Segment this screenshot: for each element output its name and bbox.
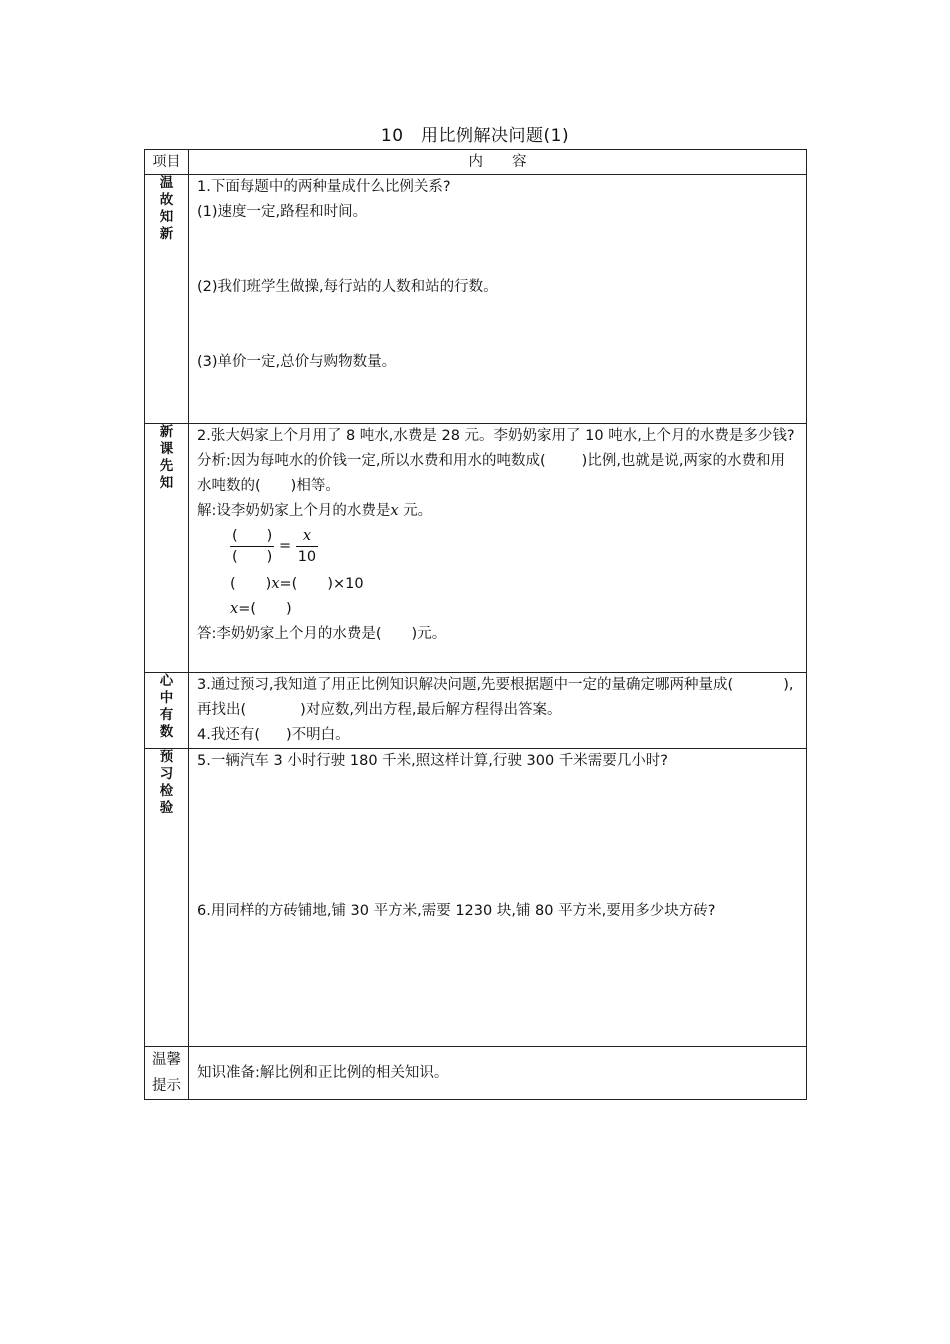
fraction-right [296, 526, 318, 567]
eq3-part-a: =( [238, 601, 256, 617]
q4-part-b: )不明白。 [286, 727, 350, 743]
eq2-part-a: ( [230, 576, 236, 592]
mind-label: 心中有数 [159, 673, 174, 740]
fraction-left [230, 526, 274, 567]
fraction-right-numerator: x [296, 526, 318, 547]
equation-line-2 [197, 572, 798, 597]
question-1: 1.下面每题中的两种量成什么比例关系? [197, 179, 451, 195]
answer-part-b: )元。 [411, 626, 447, 642]
answer-part-a: 答:李奶奶家上个月的水费是( [197, 626, 382, 642]
preview-label: 新课先知 [159, 424, 174, 491]
mind-content [189, 673, 807, 749]
fraction-left-numerator: ( ) [230, 526, 274, 547]
eq2-variable: x [271, 576, 280, 592]
question-1-1: (1)速度一定,路程和时间。 [197, 204, 368, 220]
preview-row [145, 424, 807, 673]
answer-line [197, 622, 798, 647]
header-content: 内 容 [189, 150, 807, 175]
mind-row [145, 673, 807, 749]
fraction-left-denominator: ( ) [232, 549, 273, 565]
preview-label-cell [145, 424, 189, 673]
tip-text: 知识准备:解比例和正比例的相关知识。 [197, 1064, 449, 1081]
tip-content [189, 1047, 807, 1100]
check-label-cell [145, 749, 189, 1047]
question-2: 2.张大妈家上个月用了 8 吨水,水费是 28 元。李奶奶家用了 10 吨水,上个月的水费是多少钱? [197, 428, 795, 444]
q3-part-a: 3.通过预习,我知道了用正比例知识解决问题,先要根据题中一定的量确定哪两种量成( [197, 677, 734, 693]
eq3-part-b: ) [286, 601, 292, 617]
proportion-equation [197, 524, 798, 572]
eq3-variable: x [230, 601, 239, 617]
page-title: 10 用比例解决问题(1) [380, 126, 570, 146]
q3-part-c: )对应数,列出方程,最后解方程得出答案。 [300, 702, 562, 718]
analysis-part-b: )比例,也就是说,两家的水费和用水吨数的( [197, 453, 786, 494]
equation-line-3 [197, 597, 798, 622]
review-label: 温故知新 [159, 175, 174, 242]
review-content [189, 175, 807, 424]
table-header-row [145, 150, 807, 175]
tip-label: 温馨提示 [152, 1052, 181, 1094]
question-3 [197, 673, 798, 723]
fraction-right-denominator: 10 [297, 549, 317, 565]
review-label-cell [145, 175, 189, 424]
q3-part-b: ),再找出( [197, 677, 794, 718]
worksheet-table [144, 149, 807, 1100]
check-content [189, 749, 807, 1047]
review-row [145, 175, 807, 424]
question-6: 6.用同样的方砖铺地,铺 30 平方米,需要 1230 块,铺 80 平方米,要用多少块方砖? [197, 903, 716, 919]
eq2-part-c: =( [279, 576, 298, 592]
solve-variable: x [390, 503, 399, 519]
eq2-part-d: )×10 [327, 576, 364, 592]
check-label: 预习检验 [159, 749, 174, 816]
header-item: 项目 [145, 150, 189, 175]
question-1-2: (2)我们班学生做操,每行站的人数和站的行数。 [197, 279, 498, 295]
question-5: 5.一辆汽车 3 小时行驶 180 千米,照这样计算,行驶 300 千米需要几小时? [197, 753, 668, 769]
mind-label-cell [145, 673, 189, 749]
solve-part-b: 元。 [403, 503, 433, 519]
eq2-part-b: ) [265, 576, 272, 592]
check-row [145, 749, 807, 1047]
analysis-part-c: )相等。 [290, 478, 340, 494]
preview-content [189, 424, 807, 673]
question-1-3: (3)单价一定,总价与购物数量。 [197, 354, 397, 370]
q4-part-a: 4.我还有( [197, 727, 260, 743]
solve-part-a: 解:设李奶奶家上个月的水费是 [197, 503, 391, 519]
equals-sign: = [278, 538, 292, 554]
analysis-text [197, 449, 798, 499]
solve-line [197, 499, 798, 524]
tip-row [145, 1047, 807, 1100]
tip-label-cell [145, 1047, 189, 1100]
analysis-part-a: 分析:因为每吨水的价钱一定,所以水费和用水的吨数成( [197, 453, 546, 469]
question-4 [197, 723, 798, 748]
